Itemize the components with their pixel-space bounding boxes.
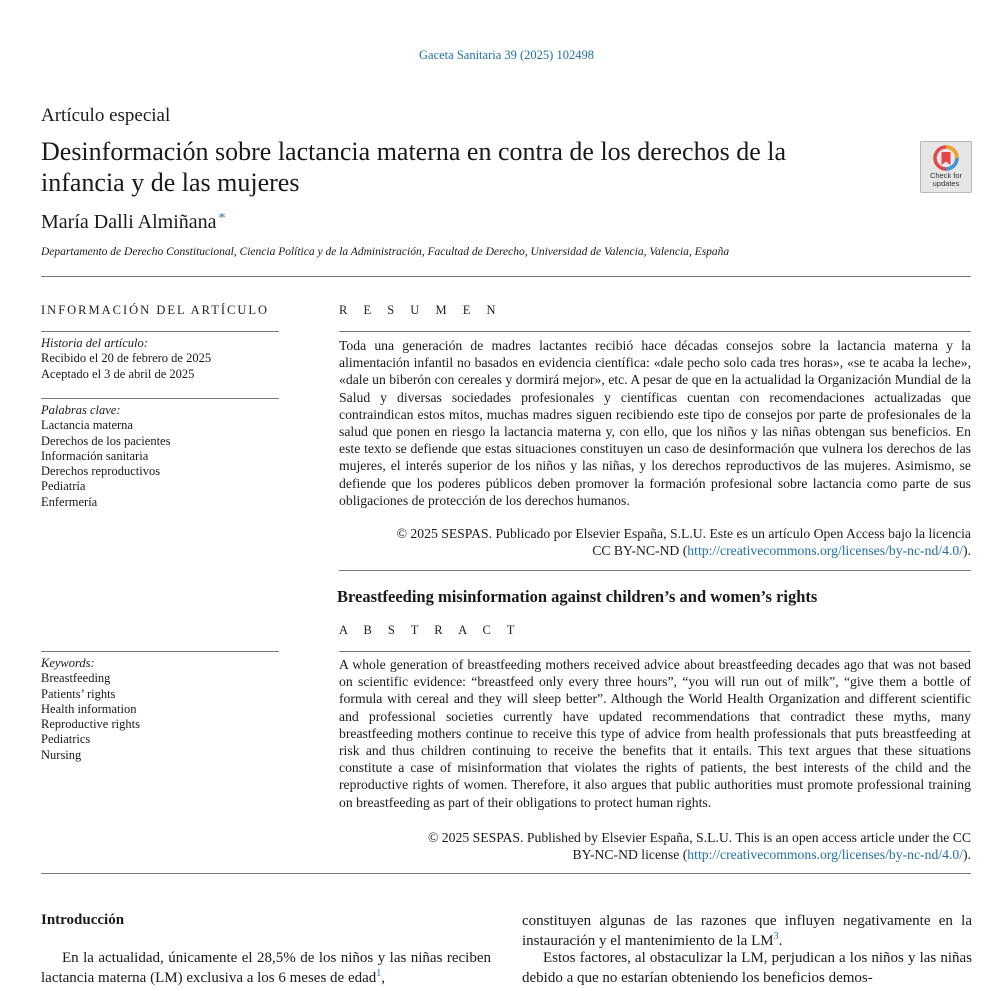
keywords-es-label: Palabras clave: xyxy=(41,403,121,417)
keyword-item: Lactancia materna xyxy=(41,418,133,433)
check-for-updates-badge[interactable] xyxy=(920,141,972,193)
affiliation: Departamento de Derecho Constitucional, Ciencia Política y de la Administración, Facultad de Derecho, Universidad de Valencia, Valencia, España xyxy=(41,246,730,258)
keyword-item: Pediatría xyxy=(41,479,86,494)
reference-link[interactable]: 1 xyxy=(376,968,382,980)
article-history xyxy=(41,336,211,382)
intro-right-paragraph-2: Estos factores, al obstaculizar la LM, perjudican a los niños y las niñas debido a que no estarían obteniendo los beneficios demos- xyxy=(522,950,972,987)
author xyxy=(41,211,226,234)
abstract-copyright xyxy=(339,829,971,863)
keyword-item: Enfermería xyxy=(41,494,98,509)
copyright-suffix: ). xyxy=(963,543,971,559)
keywords-en xyxy=(41,656,140,763)
keyword-item: Información sanitaria xyxy=(41,448,149,463)
intro-right-paragraph-1: constituyen algunas de las razones que influyen negativamente en la instauración y el mantenimiento de la $LM^3$. xyxy=(522,913,972,950)
license-link[interactable]: http://creativecommons.org/licenses/by-nc-nd/4.0/ xyxy=(687,847,964,863)
intro-left-paragraph: En la actualidad, únicamente el 28,5% de los niños y las niñas reciben lactancia materna (LM) exclusiva a los 6 meses de edad$^1$, xyxy=(41,950,491,987)
author-name[interactable]: María Dalli Almiñana xyxy=(41,211,217,233)
english-title: Breastfeeding misinformation against children’s and women’s rights xyxy=(337,587,818,606)
accepted-date: Aceptado el 3 de abril de 2025 xyxy=(41,366,195,381)
info-divider-1 xyxy=(41,331,279,332)
section-type: Artículo especial xyxy=(41,105,171,126)
copyright-line: © 2025 SESPAS. Publicado por Elsevier España, S.L.U. Este es un artículo Open Access bajo la licencia xyxy=(396,526,971,541)
abstract-heading: A B S T R A C T xyxy=(339,623,521,637)
bookmark-ring-icon xyxy=(921,143,971,173)
resumen-copyright xyxy=(339,525,971,559)
introduction-heading: Introducción xyxy=(41,912,125,928)
keyword-item: Breastfeeding xyxy=(41,671,111,686)
journal-citation[interactable]: Gaceta Sanitaria 39 (2025) 102498 xyxy=(419,48,594,62)
keyword-item: Derechos de los pacientes xyxy=(41,433,171,448)
keyword-item: Health information xyxy=(41,701,137,716)
article-title: Desinformación sobre lactancia materna en contra de los derechos de la infancia y de las mujeres xyxy=(41,137,786,197)
info-divider-2 xyxy=(41,398,279,399)
abstract-text: A whole generation of breastfeeding mothers received advice about breastfeeding decades ago that was not based on scientific evidence: “breastfeed only every three hours”, “you will run out of milk”, “give them a bottle of formula with cereal and they will sleep better”. Although the World Health Organization and different scientific and professional societies currently have updated recommendations that contradict these myths, many breastfeeding mothers continue to receive this type of advice from health professionals that puts breastfeeding at risk and thus children continuing to receive the benefits that it entails. This text argues that these situations constitute a case of misinformation that violates the rights of patients, the best interests of the child and the reproductive rights of women. Therefore, it also argues that public authorities must promote professional training on breastfeeding as part of their obligations to protect human rights. xyxy=(339,657,971,810)
resumen-heading: R E S U M E N xyxy=(339,303,502,317)
abstract-divider xyxy=(339,651,971,652)
author-marker[interactable]: * xyxy=(218,211,226,226)
copyright-prefix: CC BY-NC-ND ( xyxy=(592,543,688,559)
history-label: Historia del artículo: xyxy=(41,336,148,350)
abstract-end-divider xyxy=(41,873,971,874)
keyword-item: Nursing xyxy=(41,747,82,762)
license-link[interactable]: http://creativecommons.org/licenses/by-nc-nd/4.0/ xyxy=(687,543,964,559)
reference-link[interactable]: 3 xyxy=(773,931,779,943)
keyword-item: Derechos reproductivos xyxy=(41,464,161,479)
keywords-en-label: Keywords: xyxy=(41,656,95,670)
keyword-item: Pediatrics xyxy=(41,732,91,747)
copyright-prefix: BY-NC-ND license ( xyxy=(572,847,688,863)
badge-label: Check for updates xyxy=(929,171,963,188)
resumen-end-divider xyxy=(339,570,971,571)
copyright-suffix: ). xyxy=(963,847,971,863)
header-divider xyxy=(41,276,971,277)
info-divider-3 xyxy=(41,651,279,652)
keywords-es xyxy=(41,403,170,510)
article-info-heading: INFORMACIÓN DEL ARTÍCULO xyxy=(41,303,270,317)
keyword-item: Reproductive rights xyxy=(41,717,140,732)
keyword-item: Patients’ rights xyxy=(41,686,116,701)
received-date: Recibido el 20 de febrero de 2025 xyxy=(41,351,212,366)
resumen-divider xyxy=(339,331,971,332)
copyright-line: © 2025 SESPAS. Published by Elsevier España, S.L.U. This is an open access article under the CC xyxy=(427,830,971,845)
resumen-text: Toda una generación de madres lactantes recibió hace décadas consejos sobre la lactancia materna y la alimentación infantil no basados en evidencia científica: «dale pecho solo cada tres horas», «se te acaba la leche», «dale un biberón con cereales y dormirá mejor», etc. A pesar de que en la actualidad la Organización Mundial de la Salud y diversas sociedades profesionales y científicas cuentan con recomendaciones actualizadas que contraindican estos mitos, muchas madres siguen recibiendo este tipo de consejos por parte de profesionales de la salud que ponen en riesgo la lactancia materna y, con ello, que los niños y las niñas obtengan sus beneficios. En este texto se defiende que estas situaciones constituyen un caso de desinformación que vulnera los derechos de las mujeres, el interés superior de los niños y las niñas, y los derechos reproductivos de las mujeres. Asimismo, se defiende que los poderes públicos deben promover la formación profesional sobre lactancia como parte de sus obligaciones de protección de los derechos humanos. xyxy=(339,338,971,508)
